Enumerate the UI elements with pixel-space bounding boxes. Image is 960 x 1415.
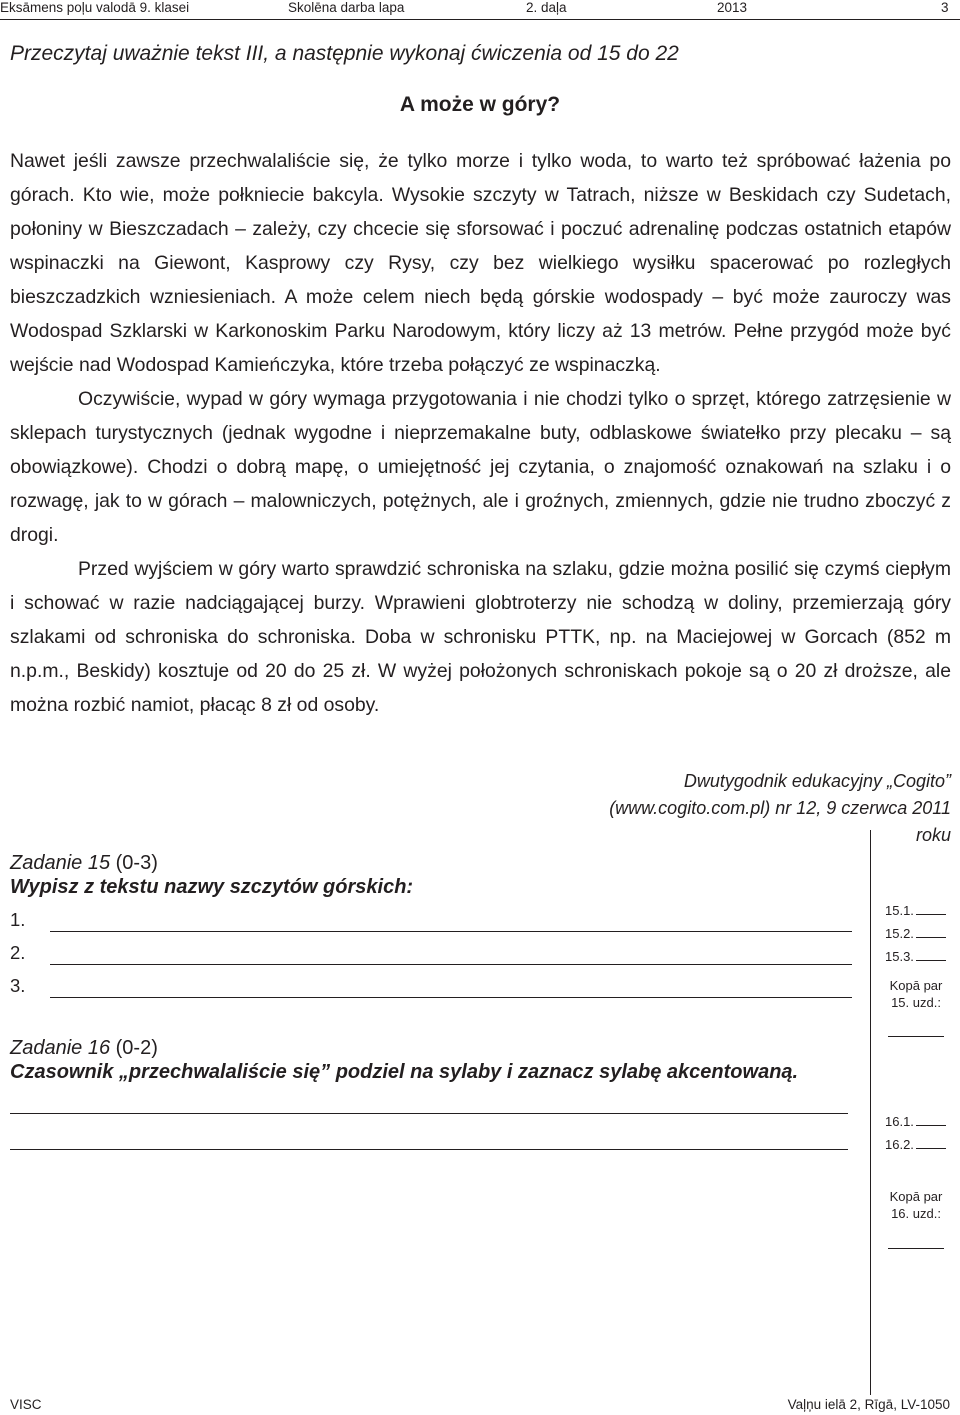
total-label: 15. uzd.: — [891, 995, 941, 1010]
total-label: Kopā par — [889, 1189, 943, 1204]
text-title: A może w góry? — [399, 93, 561, 116]
task15-points: (0-3) — [115, 852, 158, 874]
score-label: 15.3. — [885, 949, 914, 964]
answer-number: 1. — [10, 909, 26, 930]
task15-answer-1[interactable] — [10, 909, 852, 939]
grading-column-divider — [870, 830, 871, 1395]
source-citation: Dwutygodnik edukacyjny „Cogito” (www.cogito.com.pl) nr 12, 9 czerwca 2011 roku — [609, 771, 951, 845]
score-label: 16.1. — [885, 1114, 914, 1129]
task15-label: Zadanie 15 — [10, 852, 111, 874]
task16-heading — [10, 1034, 158, 1062]
task16-points: (0-2) — [115, 1037, 158, 1059]
paragraph-3: Przed wyjściem w góry warto sprawdzić schroniska na szlaku, gdzie można posilić się czymś ciepłym i schować w razie nadciągającej burzy. Wprawieni globtroterzy nie schodzą w doliny, przemierzają góry szlakami od schroniska do schroniska. Doba w schronisku PTTK, np. na Maciejowej w Gorcach (852 m n.p.m., Beskidy) kosztuje od 20 do 25 zł. W wyżej położonych schroniskach pokoje są o 20 zł droższe, ale można rozbić namiot, płacąc 8 zł od osoby. — [10, 558, 951, 716]
score-label: 15.1. — [885, 903, 914, 918]
score-15-2[interactable] — [885, 926, 946, 941]
paragraph-2: Oczywiście, wypad w góry wymaga przygotowania i nie chodzi tylko o sprzęt, którego zatrzęsienie w sklepach turystycznych (jednak wygodne i nieprzemakalne buty, odblaskowe światełko przy plecaku – są obowiązkowe). Chodzi o dobrą mapę, o umiejętność jej czytania, o znajomość oznakowań na szlaku i o rozwagę, jak to w górach – malowniczych, potężnych, ale i groźnych, zmiennych, gdzie nie trudno zboczyć z drogi. — [10, 388, 951, 546]
score-15-3[interactable] — [885, 949, 946, 964]
task15-heading — [10, 849, 158, 877]
footer-right: Vaļņu ielā 2, Rīgā, LV-1050 — [787, 1397, 950, 1412]
total-16-line[interactable] — [888, 1248, 944, 1249]
total-15-line[interactable] — [888, 1036, 944, 1037]
score-label: 16.2. — [885, 1137, 914, 1152]
score-15-1[interactable] — [885, 903, 946, 918]
article-text — [10, 144, 951, 722]
task16-answer-line-2[interactable] — [10, 1149, 848, 1150]
answer-number: 2. — [10, 942, 26, 963]
header-year: 2013 — [717, 0, 748, 15]
header-part: 2. daļa — [526, 0, 567, 15]
answer-number: 3. — [10, 975, 26, 996]
task15-answer-2[interactable] — [10, 942, 852, 972]
task15-answer-3[interactable] — [10, 975, 852, 1005]
answer-line[interactable] — [50, 964, 852, 965]
score-label: 15.2. — [885, 926, 914, 941]
instruction: Przeczytaj uważnie tekst III, a następnie wykonaj ćwiczenia od 15 do 22 — [10, 42, 679, 65]
total-16 — [876, 1188, 956, 1222]
task16-answer-line-1[interactable] — [10, 1113, 848, 1114]
answer-line[interactable] — [50, 931, 852, 932]
paragraph-1: Nawet jeśli zawsze przechwalaliście się, że tylko morze i tylko woda, to warto też spróbować łażenia po górach. Kto wie, może połkniecie bakcyla. Wysokie szczyty w Tatrach, niższe w Beskidach czy Sudetach, połoniny w Bieszczadach – zależy, czy chcecie się sforsować i poczuć adrenalinę podczas ostatnich etapów wspinaczki na Giewont, Kasprowy czy Rysy, czy bez wielkiego wysiłku spacerować po rozległych bieszczadzkich wzniesieniach. A może celem niech będą górskie wodospady – być może zauroczy was Wodospad Szklarski w Karkonoskim Parku Narodowym, który liczy aż 13 metrów. Pełne przygód może być wejście nad Wodospad Kamieńczyka, które trzeba połączyć ze wspinaczką. — [10, 150, 951, 376]
total-15 — [876, 977, 956, 1011]
score-16-1[interactable] — [885, 1114, 946, 1129]
footer-left: VISC — [10, 1397, 42, 1412]
task15-question: Wypisz z tekstu nazwy szczytów górskich: — [10, 876, 414, 898]
header-rule — [0, 19, 960, 20]
header-page-number: 3 — [941, 0, 949, 15]
answer-line[interactable] — [50, 997, 852, 998]
task16-label: Zadanie 16 — [10, 1037, 111, 1059]
total-label: 16. uzd.: — [891, 1206, 941, 1221]
header-exam: Eksāmens poļu valodā 9. klasei — [0, 0, 190, 15]
total-label: Kopā par — [889, 978, 943, 993]
header-booklet: Skolēna darba lapa — [288, 0, 405, 15]
task16-question: Czasownik „przechwalaliście się” podziel na sylaby i zaznacz sylabę akcentowaną. — [10, 1061, 799, 1083]
score-16-2[interactable] — [885, 1137, 946, 1152]
